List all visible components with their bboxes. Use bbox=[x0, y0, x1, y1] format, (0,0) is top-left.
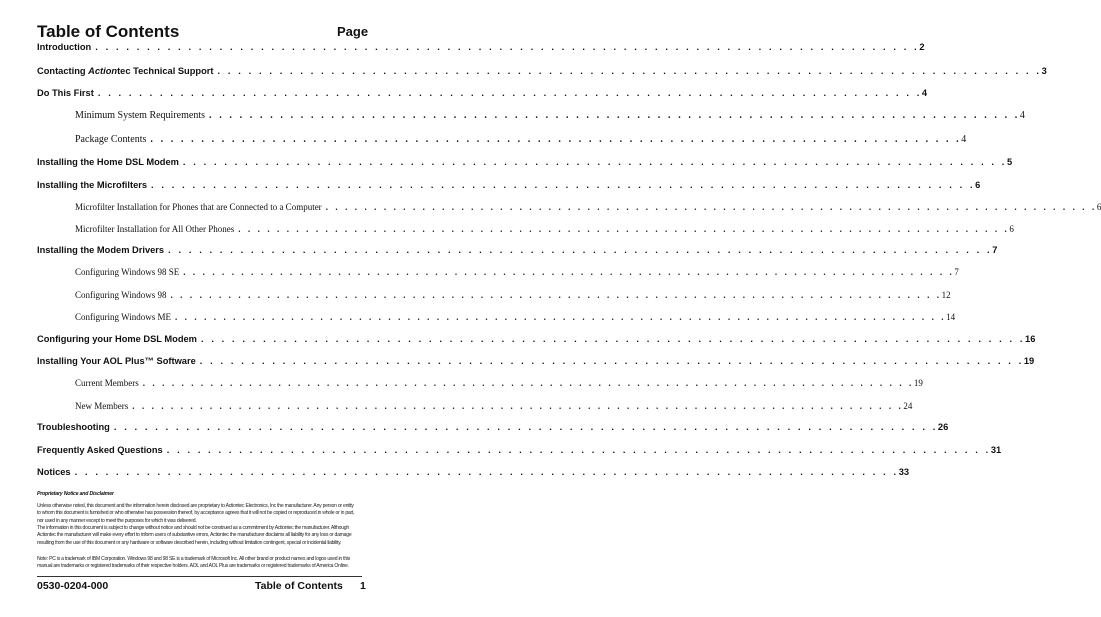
page-column-header: Page bbox=[337, 24, 369, 39]
disclaimer-line: nor used in any manner except to meet the purposes for which it was delivered. bbox=[37, 517, 197, 524]
toc-title: Table of Contents bbox=[37, 22, 180, 41]
toc-entry-introduction[interactable] bbox=[37, 42, 925, 52]
dot-leader: . . . . . . . . . . . . . . . . . . . . . . . . . . . . . . . . . . . . . . . . . . . . . . . . . . . . . . . . . . . . . . . . . . . . . . . . . . . . . . . . bbox=[132, 401, 904, 411]
toc-entry-installing-modem[interactable] bbox=[37, 157, 1013, 167]
dot-leader: . . . . . . . . . . . . . . . . . . . . . . . . . . . . . . . . . . . . . . . . . . . . . . . . . . . . . . . . . . . . . . . . . . . . . . . . . . . . . . . . bbox=[238, 224, 1010, 234]
toc-entry-label: Do This First bbox=[37, 88, 94, 98]
dot-leader: . . . . . . . . . . . . . . . . . . . . . . . . . . . . . . . . . . . . . . . . . . . . . . . . . . . . . . . . . . . . . . . . . . . . . . . . . . . . . . . . bbox=[199, 356, 1024, 366]
toc-entry-do-this-first[interactable] bbox=[37, 88, 928, 98]
dot-leader: . . . . . . . . . . . . . . . . . . . . . . . . . . . . . . . . . . . . . . . . . . . . . . . . . . . . . . . . . . . . . . . . . . . . . . . . . . . . . . . . bbox=[325, 202, 1097, 212]
toc-entry-label: Configuring your Home DSL Modem bbox=[37, 334, 197, 344]
toc-entry-page: 7 bbox=[954, 267, 959, 277]
dot-leader: . . . . . . . . . . . . . . . . . . . . . . . . . . . . . . . . . . . . . . . . . . . . . . . . . . . . . . . . . . . . . . . . . . . . . . . . . . . . . . . . bbox=[183, 267, 955, 277]
toc-entry-winme[interactable] bbox=[75, 312, 956, 322]
toc-entry-page: 6 bbox=[975, 180, 981, 190]
dot-leader: . . . . . . . . . . . . . . . . . . . . . . . . . . . . . . . . . . . . . . . . . . . . . . . . . . . . . . . . . . . . . . . . . . . . . . . . . . . . . . . . bbox=[74, 467, 899, 477]
toc-entry-page: 31 bbox=[990, 445, 1002, 455]
footer-divider bbox=[37, 576, 362, 577]
disclaimer-line: manual are trademarks or registered trademarks of their respective holders. AOL and AOL Plus are trademarks or registered trademarks of America Online. bbox=[37, 563, 349, 570]
toc-entry-page: 16 bbox=[1025, 334, 1036, 344]
dot-leader: . . . . . . . . . . . . . . . . . . . . . . . . . . . . . . . . . . . . . . . . . . . . . . . . . . . . . . . . . . . . . . . . . . . . . . . . . . . . . . . . bbox=[182, 157, 1007, 167]
toc-entry-label: Installing the Modem Drivers bbox=[37, 245, 165, 255]
toc-entry-label: Microfilter Installation for Phones that are Connected to a Computer bbox=[75, 202, 322, 212]
toc-entry-page: 3 bbox=[1041, 66, 1047, 76]
toc-entry-page: 12 bbox=[941, 290, 951, 300]
toc-entry-label bbox=[37, 66, 214, 76]
toc-entry-installing-microfilters[interactable] bbox=[37, 180, 981, 190]
dot-leader: . . . . . . . . . . . . . . . . . . . . . . . . . . . . . . . . . . . . . . . . . . . . . . . . . . . . . . . . . . . . . . . . . . . . . . . . . . . . . . . . bbox=[200, 334, 1026, 344]
toc-entry-page: 24 bbox=[903, 401, 913, 411]
disclaimer-paragraph-3 bbox=[37, 556, 363, 571]
toc-entry-label: Configuring Windows 98 SE bbox=[75, 267, 180, 277]
toc-entry-label: Frequently Asked Questions bbox=[37, 445, 163, 455]
toc-entry-label: Troubleshooting bbox=[37, 422, 110, 432]
dot-leader: . . . . . . . . . . . . . . . . . . . . . . . . . . . . . . . . . . . . . . . . . . . . . . . . . . . . . . . . . . . . . . . . . . . . . . . . . . . . . . . . bbox=[142, 378, 914, 388]
dot-leader: . . . . . . . . . . . . . . . . . . . . . . . . . . . . . . . . . . . . . . . . . . . . . . . . . . . . . . . . . . . . . . . . . . . . . . . . . . . . . . . . bbox=[168, 245, 993, 255]
toc-entry-microfilter-other[interactable] bbox=[75, 224, 1014, 234]
dot-leader: . . . . . . . . . . . . . . . . . . . . . . . . . . . . . . . . . . . . . . . . . . . . . . . . . . . . . . . . . . . . . . . . . . . . . . . . . . . . . . . . bbox=[150, 134, 962, 145]
dot-leader: . . . . . . . . . . . . . . . . . . . . . . . . . . . . . . . . . . . . . . . . . . . . . . . . . . . . . . . . . . . . . . . . . . . . . . . . . . . . . . . . bbox=[217, 66, 1042, 76]
toc-entry-win98se[interactable] bbox=[75, 267, 959, 277]
toc-entry-faq[interactable] bbox=[37, 445, 1002, 455]
toc-entry-page: 19 bbox=[1023, 356, 1035, 366]
dot-leader: . . . . . . . . . . . . . . . . . . . . . . . . . . . . . . . . . . . . . . . . . . . . . . . . . . . . . . . . . . . . . . . . . . . . . . . . . . . . . . . . bbox=[170, 290, 942, 300]
toc-entry-package-contents[interactable] bbox=[75, 134, 967, 145]
label-part: Contacting bbox=[37, 66, 89, 76]
footer-page-number: 1 bbox=[360, 580, 366, 592]
toc-entry-microfilter-computer[interactable] bbox=[75, 202, 1101, 212]
toc-entry-new-members[interactable] bbox=[75, 401, 913, 411]
toc-entry-label: Notices bbox=[37, 467, 71, 477]
toc-entry-current-members[interactable] bbox=[75, 378, 923, 388]
label-part: tec Technical Support bbox=[117, 66, 214, 76]
dot-leader: . . . . . . . . . . . . . . . . . . . . . . . . . . . . . . . . . . . . . . . . . . . . . . . . . . . . . . . . . . . . . . . . . . . . . . . . . . . . . . . . bbox=[166, 445, 991, 455]
toc-entry-page: 4 bbox=[1019, 110, 1025, 121]
footer-section-title: Table of Contents bbox=[255, 580, 343, 592]
dot-leader: . . . . . . . . . . . . . . . . . . . . . . . . . . . . . . . . . . . . . . . . . . . . . . . . . . . . . . . . . . . . . . . . . . . . . . . . . . . . . . . . bbox=[97, 88, 922, 98]
toc-entry-label: Minimum System Requirements bbox=[75, 110, 205, 121]
toc-entry-page: 6 bbox=[1096, 202, 1101, 212]
toc-entry-min-requirements[interactable] bbox=[75, 110, 1025, 121]
dot-leader: . . . . . . . . . . . . . . . . . . . . . . . . . . . . . . . . . . . . . . . . . . . . . . . . . . . . . . . . . . . . . . . . . . . . . . . . . . . . . . . . bbox=[151, 180, 976, 190]
toc-entry-page: 2 bbox=[919, 42, 925, 52]
toc-entry-label: Configuring Windows 98 bbox=[75, 290, 167, 300]
toc-entry-page: 4 bbox=[921, 88, 928, 98]
toc-entry-troubleshooting[interactable] bbox=[37, 422, 949, 432]
toc-entry-aol-software[interactable] bbox=[37, 356, 1035, 366]
disclaimer-line: resulting from the use of this document or any hardware or software described herein, including without limitation contingent, special or incidental liability. bbox=[37, 539, 342, 546]
toc-entry-page: 4 bbox=[961, 134, 967, 145]
disclaimer-line: The information in this document is subject to change without notice and should not be construed as a commitment by Actiontec the manufacturer. Although bbox=[37, 525, 349, 531]
brand-italic: Action bbox=[88, 66, 118, 76]
toc-entry-label: Installing the Home DSL Modem bbox=[37, 157, 179, 167]
dot-leader: . . . . . . . . . . . . . . . . . . . . . . . . . . . . . . . . . . . . . . . . . . . . . . . . . . . . . . . . . . . . . . . . . . . . . . . . . . . . . . . . bbox=[95, 42, 920, 52]
disclaimer-paragraph-1 bbox=[37, 503, 363, 525]
toc-entry-label: New Members bbox=[75, 401, 129, 411]
toc-entry-label: Configuring Windows ME bbox=[75, 312, 171, 322]
toc-entry-label: Microfilter Installation for All Other Phones bbox=[75, 224, 235, 234]
toc-entry-page: 6 bbox=[1009, 224, 1014, 234]
dot-leader: . . . . . . . . . . . . . . . . . . . . . . . . . . . . . . . . . . . . . . . . . . . . . . . . . . . . . . . . . . . . . . . . . . . . . . . . . . . . . . . . bbox=[113, 422, 938, 432]
toc-entry-notices[interactable] bbox=[37, 467, 910, 477]
disclaimer-line: Unless otherwise noted, this document and the information herein disclosed are proprietary to Actiontec Electronics, Inc the manufacturer. Any person or entity bbox=[37, 503, 354, 509]
toc-entry-win98[interactable] bbox=[75, 290, 951, 300]
toc-entry-label: Installing the Microfilters bbox=[37, 180, 148, 190]
doc-number: 0530-0204-000 bbox=[37, 580, 109, 592]
toc-entry-page: 5 bbox=[1006, 157, 1013, 167]
disclaimer-paragraph-2 bbox=[37, 525, 363, 547]
toc-entry-installing-drivers[interactable] bbox=[37, 245, 998, 255]
disclaimer-line: Note: PC is a trademark of IBM Corporation. Windows 98 and 98 SE is a trademark of Microsoft Inc. All other brand or product names and logos used in this bbox=[37, 556, 351, 562]
toc-entry-label: Installing Your AOL Plus™ Software bbox=[37, 356, 196, 366]
toc-entry-label: Package Contents bbox=[75, 134, 147, 145]
disclaimer-line: Actiontec the manufacturer will make every effort to inform users of substantive errors, Actiontec the manufacturer disclaims all liability for any loss or damage bbox=[37, 532, 352, 539]
toc-entry-label: Introduction bbox=[37, 42, 92, 52]
disclaimer-line: to whom this document is furnished or who otherwise has possession thereof, by acceptance agrees that it will not be copied or reproduced in whole or in part, bbox=[37, 510, 355, 517]
disclaimer-title: Proprietary Notice and Disclaimer bbox=[37, 491, 114, 497]
toc-entry-page: 14 bbox=[946, 312, 956, 322]
dot-leader: . . . . . . . . . . . . . . . . . . . . . . . . . . . . . . . . . . . . . . . . . . . . . . . . . . . . . . . . . . . . . . . . . . . . . . . . . . . . . . . . bbox=[209, 110, 1020, 121]
toc-entry-page: 7 bbox=[992, 245, 998, 255]
dot-leader: . . . . . . . . . . . . . . . . . . . . . . . . . . . . . . . . . . . . . . . . . . . . . . . . . . . . . . . . . . . . . . . . . . . . . . . . . . . . . . . . bbox=[174, 312, 947, 322]
toc-entry-page: 26 bbox=[937, 422, 949, 432]
toc-entry-label: Current Members bbox=[75, 378, 139, 388]
toc-entry-page: 33 bbox=[898, 467, 910, 477]
toc-entry-contacting-support[interactable] bbox=[37, 66, 1047, 76]
toc-entry-page: 19 bbox=[913, 378, 923, 388]
toc-entry-configuring-modem[interactable] bbox=[37, 334, 1036, 344]
